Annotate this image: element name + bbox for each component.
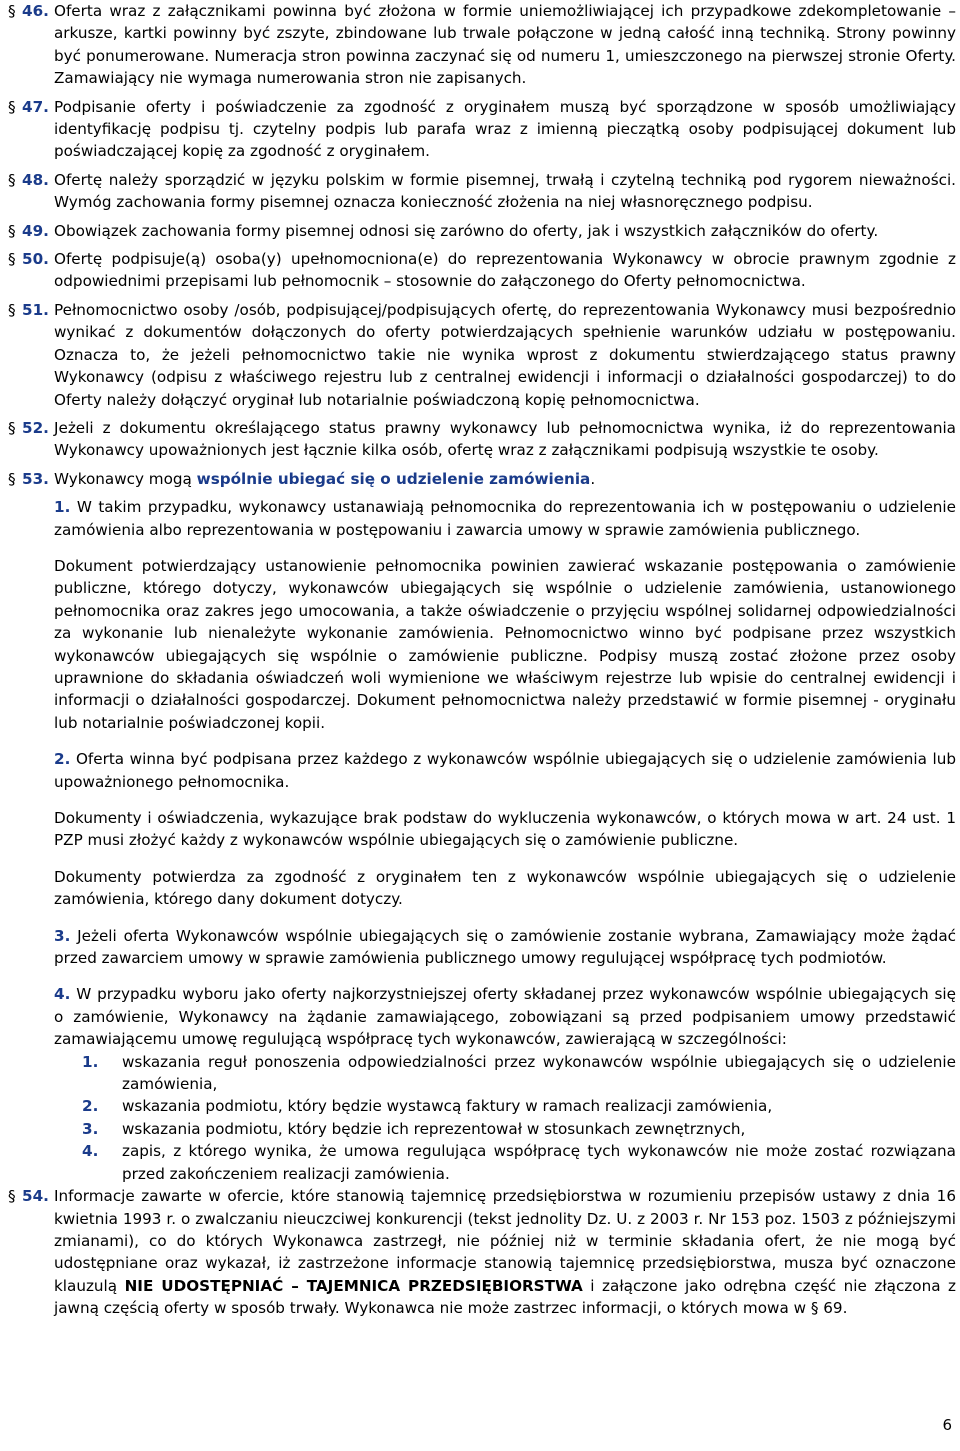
subsection-1-detail bbox=[4, 555, 956, 734]
paragraph-53 bbox=[4, 468, 956, 490]
subsection-4 bbox=[4, 983, 956, 1050]
paragraph-49 bbox=[4, 220, 956, 242]
subsection-2-detail-a bbox=[4, 807, 956, 852]
list-item bbox=[4, 1095, 956, 1117]
subsection-2 bbox=[4, 748, 956, 793]
subsection-text: Dokumenty potwierdza za zgodność z oryginałem ten z wykonawców wspólnie ubiegających się o udzielenie zamówienia, którego dany dokument dotyczy. bbox=[54, 867, 956, 909]
subsection-text: W przypadku wyboru jako oferty najkorzystniejszej oferty składanej przez wykonawców wspólnie ubiegających się o zamówienie, Wykonawcy na żądanie zamawiającego, zobowiązani są przed podpisaniem umowy przedstawić zamawiającemu umowę regulującą współpracę tych wykonawców, zawierającą w szczególności: bbox=[54, 985, 956, 1049]
paragraph-46 bbox=[4, 0, 956, 90]
subsection-text: Oferta winna być podpisana przez każdego z wykonawców wspólnie ubiegających się o udzielenie zamówienia lub upoważnionego pełnomocnika. bbox=[54, 750, 956, 791]
paragraph-text: Oferta wraz z załącznikami powinna być złożona w formie uniemożliwiającej ich przypadkowe zdekompletowanie – arkusze, kartki powinny być zszyte, zbindowane lub trwale połączone w jedną całość inną techniką. Strony powinny być ponumerowane. Numeracja stron powinna zaczynać się od numeru 1, umieszczonego na pierwszej stronie Oferty. Zamawiający nie wymaga numerowania stron nie zapisanych. bbox=[54, 2, 956, 88]
paragraph-text: Ofertę należy sporządzić w języku polskim w formie pisemnej, trwałą i czytelną techniką pod rygorem nieważności. Wymóg zachowania formy pisemnej oznacza konieczność złożenia na niej własnoręcznego podpisu. bbox=[54, 170, 956, 212]
subsection-3 bbox=[4, 925, 956, 970]
paragraph-52 bbox=[4, 417, 956, 462]
paragraph-text: Informacje zawarte w ofercie, które stanowią tajemnicę przedsiębiorstwa w rozumieniu przepisów ustawy z dnia 16 kwietnia 1993 r. o zwalczaniu nieuczciwej konkurencji (tekst jednolity Dz. U. z 2003 r. Nr 153 poz. 1503 z późniejszymi zmianami), co do których Wykonawca zastrzegł, nie później niż w terminie składania ofert, że nie mogą być udostępniane oraz wykazał, iż zastrzeżone informacje stanowią tajemnicę przedsiębiorstwa, musza być oznaczone klauzulą bbox=[54, 1187, 956, 1295]
paragraph-number: § 49. bbox=[8, 221, 49, 240]
subsection-text: Dokumenty i oświadczenia, wykazujące brak podstaw do wykluczenia wykonawców, o których mowa w art. 24 ust. 1 PZP musi złożyć każdy z wykonawców wspólnie ubiegających się o zamówienie publiczne. bbox=[54, 809, 956, 850]
subsection-label: 4. bbox=[54, 985, 71, 1004]
paragraph-51 bbox=[4, 299, 956, 411]
subsection-text: Dokument potwierdzający ustanowienie pełnomocnika powinien zawierać wskazanie postępowania o zamówienie publiczne, którego dotyczy, wykonawców ubiegających się wspólnie o udzielenie zamówienia, ustanowionego pełnomocnika oraz zakres jego umocowania, a także oświadczenie o przyjęciu wspólnej solidarnej odpowiedzialności za wykonanie lub nienależyte wykonanie zamówienia. Pełnomocnictwo winno być podpisane przez wszystkich wykonawców ubiegających się wspólnie o zamówienie publiczne. Podpisy muszą zostać złożone przez osoby uprawnione do składania oświadczeń woli wymienione we właściwym rejestrze lub wpisie do centralnej ewidencji i informacji o działalności gospodarczej. Dokument pełnomocnictwa należy przedstawić w formie pisemnej - oryginału lub notarialnie poświadczonej kopii. bbox=[54, 556, 956, 732]
paragraph-50 bbox=[4, 248, 956, 293]
paragraph-48 bbox=[4, 169, 956, 214]
paragraph-number: § 52. bbox=[8, 418, 49, 437]
list-item-number: 1. bbox=[82, 1052, 99, 1071]
paragraph-text: Podpisanie oferty i poświadczenie za zgodność z oryginałem muszą być sporządzone w sposób umożliwiający identyfikację podpisu tj. czytelny podpis lub parafa wraz z imienną pieczątką osoby podpisującej dokument lub poświadczającej kopię za zgodność z oryginałem. bbox=[54, 97, 956, 161]
paragraph-text: Ofertę podpisuje(ą) osoba(y) upełnomocniona(e) do reprezentowania Wykonawcy w obrocie prawnym zgodnie z odpowiednimi przepisami lub pełnomocnik – stosownie do załączonego do Oferty pełnomocnictwa. bbox=[54, 250, 956, 291]
paragraph-number: § 47. bbox=[8, 97, 49, 116]
list-item bbox=[4, 1118, 956, 1140]
paragraph-number: § 54. bbox=[8, 1187, 49, 1206]
subsection-2-detail-b bbox=[4, 866, 956, 911]
paragraph-text: Pełnomocnictwo osoby /osób, podpisującej/podpisujących ofertę, do reprezentowania Wykonawcy musi bezpośrednio wynikać z dokumentów dołączonych do oferty potwierdzających spełnienie warunków udziału w postępowaniu. Oznacza to, że jeżeli pełnomocnictwo takie nie wynika wprost z dokumentu stwierdzającego status prawny Wykonawcy (odpisu z właściwego rejestru lub z centralnej ewidencji i informacji o działalności gospodarczej) to do Oferty należy dołączyć oryginał lub notarialnie poświadczoną kopię pełnomocnictwa. bbox=[54, 300, 956, 409]
paragraph-number: § 51. bbox=[8, 300, 49, 319]
paragraph-number: § 53. bbox=[8, 469, 49, 488]
list-item-number: 2. bbox=[82, 1097, 99, 1116]
page-number: 6 bbox=[942, 1416, 952, 1434]
paragraph-emphasis: wspólnie ubiegać się o udzielenie zamówienia bbox=[196, 469, 591, 488]
paragraph-54 bbox=[4, 1185, 956, 1319]
subsection-1 bbox=[4, 496, 956, 541]
subsection-text: W takim przypadku, wykonawcy ustanawiają pełnomocnika do reprezentowania ich w postępowaniu o udzielenie zamówienia albo reprezentowania w postępowaniu i zawarcia umowy w sprawie zamówienia publicznego. bbox=[54, 498, 956, 539]
paragraph-text: Jeżeli z dokumentu określającego status prawny wykonawcy lub pełnomocnictwa wynika, iż do reprezentowania Wykonawcy upoważnionych jest łącznie kilka osób, ofertę wraz z załącznikami podpisują wszystkie te osoby. bbox=[54, 418, 956, 460]
paragraph-number: § 48. bbox=[8, 170, 49, 189]
list-item bbox=[4, 1051, 956, 1096]
paragraph-47 bbox=[4, 96, 956, 163]
list-item bbox=[4, 1140, 956, 1185]
list-item-text: wskazania podmiotu, który będzie ich reprezentował w stosunkach zewnętrznych, bbox=[122, 1119, 746, 1138]
subsection-label: 2. bbox=[54, 750, 71, 769]
list-item-text: wskazania podmiotu, który będzie wystawcą faktury w ramach realizacji zamówienia, bbox=[122, 1097, 773, 1116]
subsection-label: 3. bbox=[54, 926, 71, 945]
paragraph-text-end: . bbox=[590, 469, 596, 488]
paragraph-text: Obowiązek zachowania formy pisemnej odnosi się zarówno do oferty, jak i wszystkich załączników do oferty. bbox=[54, 221, 879, 240]
list-item-number: 4. bbox=[82, 1142, 99, 1161]
subsection-text: Jeżeli oferta Wykonawców wspólnie ubiegających się o zamówienie zostanie wybrana, Zamawiający może żądać przed zawarciem umowy w sprawie zamówienia publicznego umowy regulującej współpracę tych podmiotów. bbox=[54, 926, 957, 968]
list-item-number: 3. bbox=[82, 1119, 99, 1138]
confidentiality-clause: NIE UDOSTĘPNIAĆ – TAJEMNICA PRZEDSIĘBIORSTWA bbox=[124, 1276, 583, 1295]
paragraph-number: § 50. bbox=[8, 250, 49, 269]
paragraph-number: § 46. bbox=[8, 2, 49, 20]
list-item-text: zapis, z którego wynika, że umowa regulująca współpracę tych wykonawców nie może zostać rozwiązana przed zakończeniem realizacji zamówienia. bbox=[122, 1142, 956, 1183]
list-item-text: wskazania reguł ponoszenia odpowiedzialności przez wykonawców wspólnie ubiegających się o udzielenie zamówienia, bbox=[122, 1052, 956, 1094]
paragraph-text-end: i załączone jako odrębna część nie złączona z jawną częścią oferty w sposób trwały. Wykonawca nie może zastrzec informacji, o których mowa w § 69. bbox=[54, 1276, 956, 1318]
subsection-label: 1. bbox=[54, 498, 71, 517]
paragraph-text: Wykonawcy mogą bbox=[54, 469, 197, 488]
